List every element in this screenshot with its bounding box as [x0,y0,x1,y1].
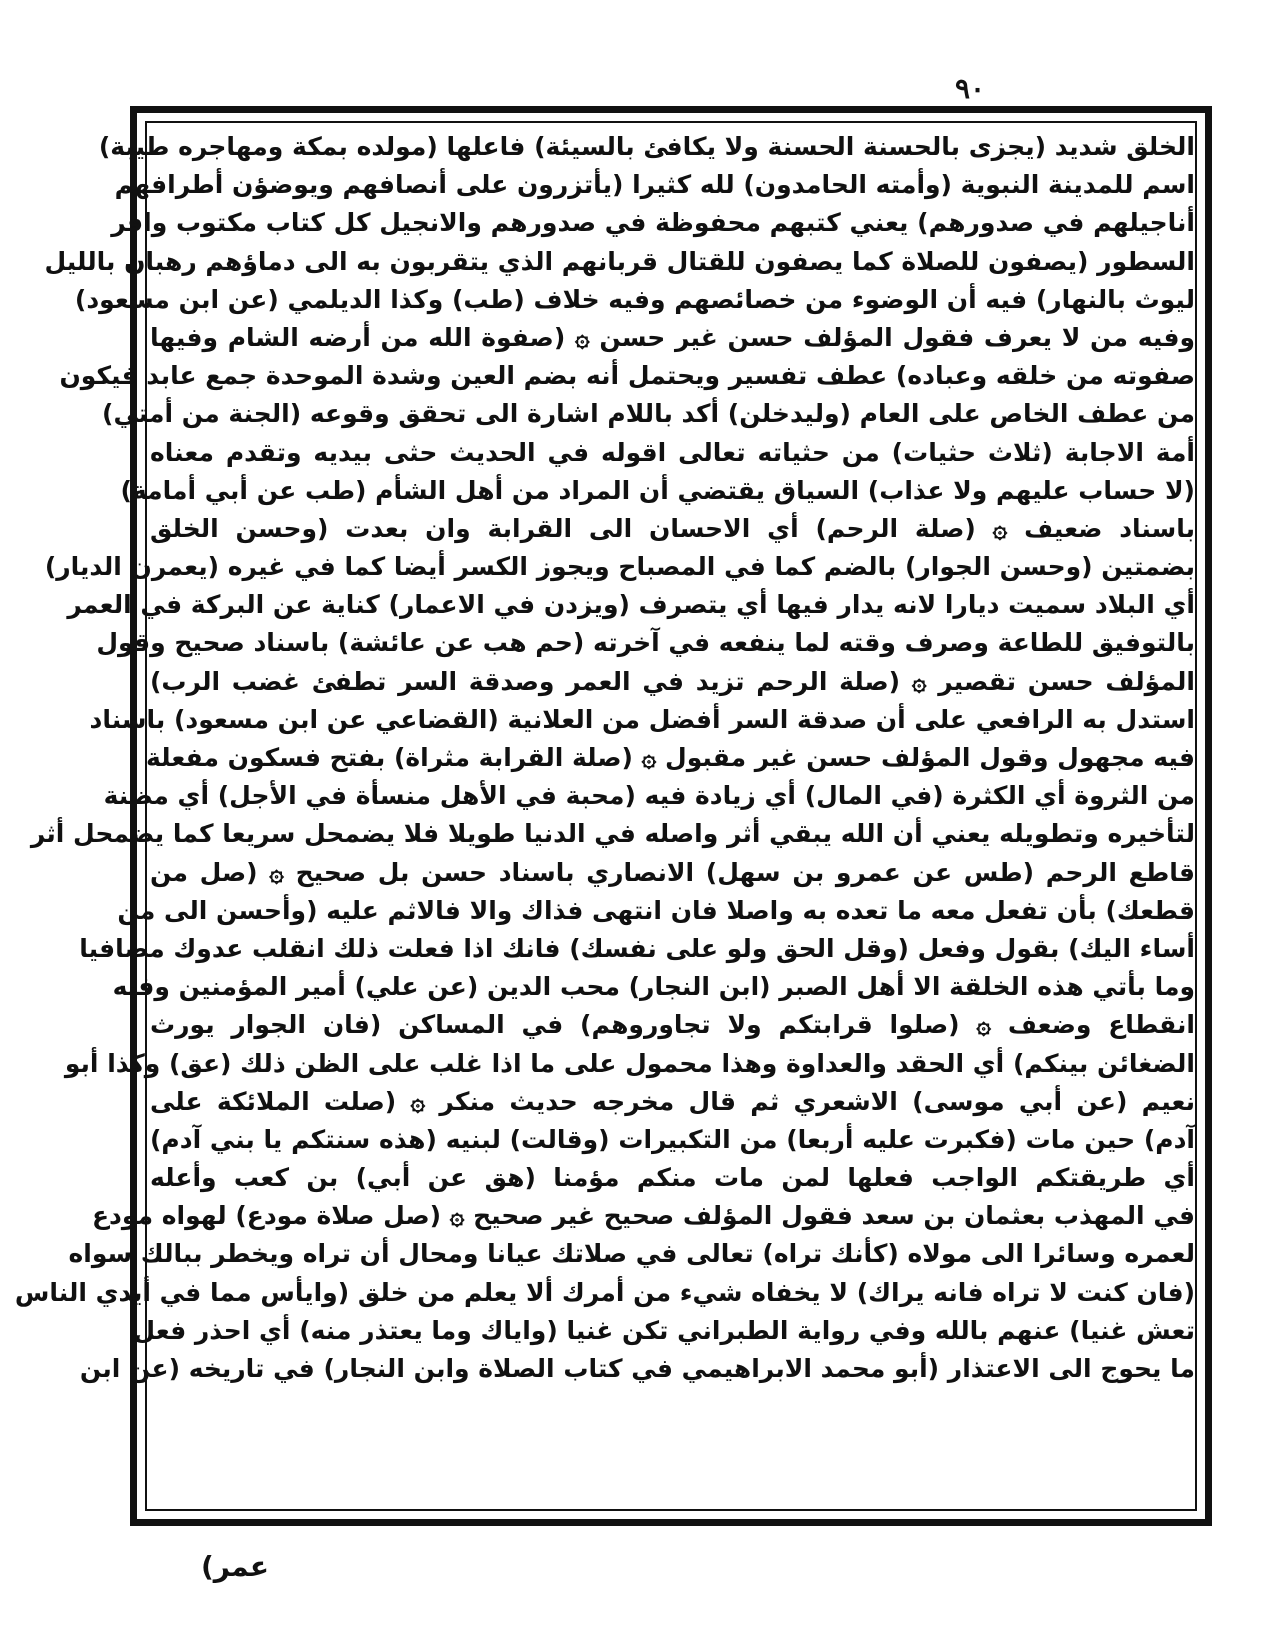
text-line: من الثروة أي الكثرة (في المال) أي زيادة فيه (محبة في الأهل منسأة في الأجل) أي مظنة [103,781,1195,811]
catchword: عمر) [200,1550,270,1583]
text-line: ليوث بالنهار) فيه أن الوضوء من خصائصهم وفيه خلاف (طب) وكذا الديلمي (عن ابن مسعود) [74,284,1195,314]
text-line: (لا حساب عليهم ولا عذاب) السياق يقتضي أن المراد من أهل الشأم (طب عن أبي أمامة) [120,475,1195,505]
text-line [150,1426,1195,1464]
text-line: اسم للمدينة النبوية (وأمته الحامدون) لله كثيرا (يأتزرون على أنصافهم ويوضؤن أطرافهم [114,170,1195,200]
page-number: ٩٠ [954,72,986,105]
text-line: تعش غنيا) عنهم بالله وفي رواية الطبراني تكن غنيا (واياك وما يعتذر منه) أي احذر فعل [133,1315,1195,1345]
main-text [14,128,1195,1508]
text-line: وما بأتي هذه الخلقة الا أهل الصبر (ابن النجار) محب الدين (عن علي) أمير المؤمنين وفيه [112,972,1195,1002]
text-line: الخلق شديد (يجزى بالحسنة الحسنة ولا يكافئ بالسيئة) فاعلها (مولده بمكة ومهاجره طيبة) [98,132,1195,161]
text-line: فيه مجهول وقول المؤلف حسن غير مقبول ۞ (صلة القرابة مثراة) بفتح فسكون مفعلة [145,743,1195,772]
text-line: انقطاع وضعف ۞ (صلوا قرابتكم ولا تجاوروهم) في المساكن (فان الجوار يورث [150,1010,1195,1040]
text-line: وفيه من لا يعرف فقول المؤلف حسن غير حسن ۞ (صفوة الله من أرضه الشام وفيها [150,322,1195,352]
text-line: لعمره وسائرا الى مولاه (كأنك تراه) تعالى في صلاتك عيانا ومحال أن تراه ويخطر ببالك سواه [68,1239,1195,1269]
text-line: أناجيلهم في صدورهم) يعني كتبهم محفوظة في صدورهم والانجيل كل كتاب مكتوب وافر [111,208,1195,238]
text-line: (فان كنت لا تراه فانه يراك) لا يخفاه شيء من أمرك ألا يعلم من خلق (وايأس مما في أيدي الناس [14,1277,1195,1307]
text-line: أساء اليك) بقول وفعل (وقل الحق ولو على نفسك) فانك اذا فعلت ذلك انقلب عدوك مصافيا [79,933,1195,963]
text-line: نعيم (عن أبي موسى) الاشعري ثم قال مخرجه حديث منكر ۞ (صلت الملائكة على [150,1086,1195,1116]
text-line [150,1465,1195,1503]
text-line: المؤلف حسن تقصير ۞ (صلة الرحم تزيد في العمر وصدقة السر تطفئ غضب الرب) [150,666,1195,696]
text-line: أمة الاجابة (ثلاث حثيات) من حثياته تعالى اقوله في الحديث حثى بيديه وتقدم معناه [150,437,1195,467]
text-line: بضمتين (وحسن الجوار) بالضم كما في المصباح ويجوز الكسر أيضا كما في غيره (يعمرن الديار) [44,552,1195,582]
text-line: لتأخيره وتطويله يعني أن الله يبقي أثر واصله في الدنيا طويلا فلا يضمحل سريعا كما يضمحل أثر [30,819,1195,849]
text-line: باسناد ضعيف ۞ (صلة الرحم) أي الاحسان الى القرابة وان بعدت (وحسن الخلق [150,513,1195,543]
text-line: آدم) حين مات (فكبرت عليه أربعا) من التكبيرات (وقالت) لبنيه (هذه سنتكم يا بني آدم) [150,1124,1195,1154]
text-line: أي البلاد سميت ديارا لانه يدار فيها أي يتصرف (ويزدن في الاعمار) كناية عن البركة في العمر [67,590,1195,620]
text-line: استدل به الرافعي على أن صدقة السر أفضل من العلانية (القضاعي عن ابن مسعود) باسناد [89,704,1195,734]
text-line: السطور (يصفون للصلاة كما يصفون للقتال قربانهم الذي يتقربون به الى دماؤهم رهبان بالليل [44,246,1195,276]
text-line [150,1388,1195,1426]
text-line: قاطع الرحم (طس عن عمرو بن سهل) الانصاري باسناد حسن بل صحيح ۞ (صل من [150,857,1195,887]
text-line: الضغائن بينكم) أي الحقد والعداوة وهذا محمول على ما اذا غلب على الظن ذلك (عق) وكذا أبو [64,1048,1195,1078]
text-line: صفوته من خلقه وعباده) عطف تفسير ويحتمل أنه بضم العين وشدة الموحدة جمع عابد فيكون [59,361,1195,391]
text-line: أي طريقتكم الواجب فعلها لمن مات منكم مؤمنا (هق عن أبي) بن كعب وأعله [150,1163,1195,1193]
text-line: بالتوفيق للطاعة وصرف وقته لما ينفعه في آخرته (حم هب عن عائشة) باسناد صحيح وقول [96,628,1195,658]
text-line: من عطف الخاص على العام (وليدخلن) أكد باللام اشارة الى تحقق وقوعه (الجنة من أمتي) [102,399,1195,429]
text-line: في المهذب بعثمان بن سعد فقول المؤلف صحيح غير صحيح ۞ (صل صلاة مودع) لهواه مودع [91,1201,1195,1231]
text-line: قطعك) بأن تفعل معه ما تعده به واصلا فان انتهى فذاك والا فالاثم عليه (وأحسن الى من [117,895,1195,925]
text-line: ما يحوج الى الاعتذار (أبو محمد الابراهيمي في كتاب الصلاة وابن النجار) في تاريخه (عن ابن [79,1354,1195,1383]
